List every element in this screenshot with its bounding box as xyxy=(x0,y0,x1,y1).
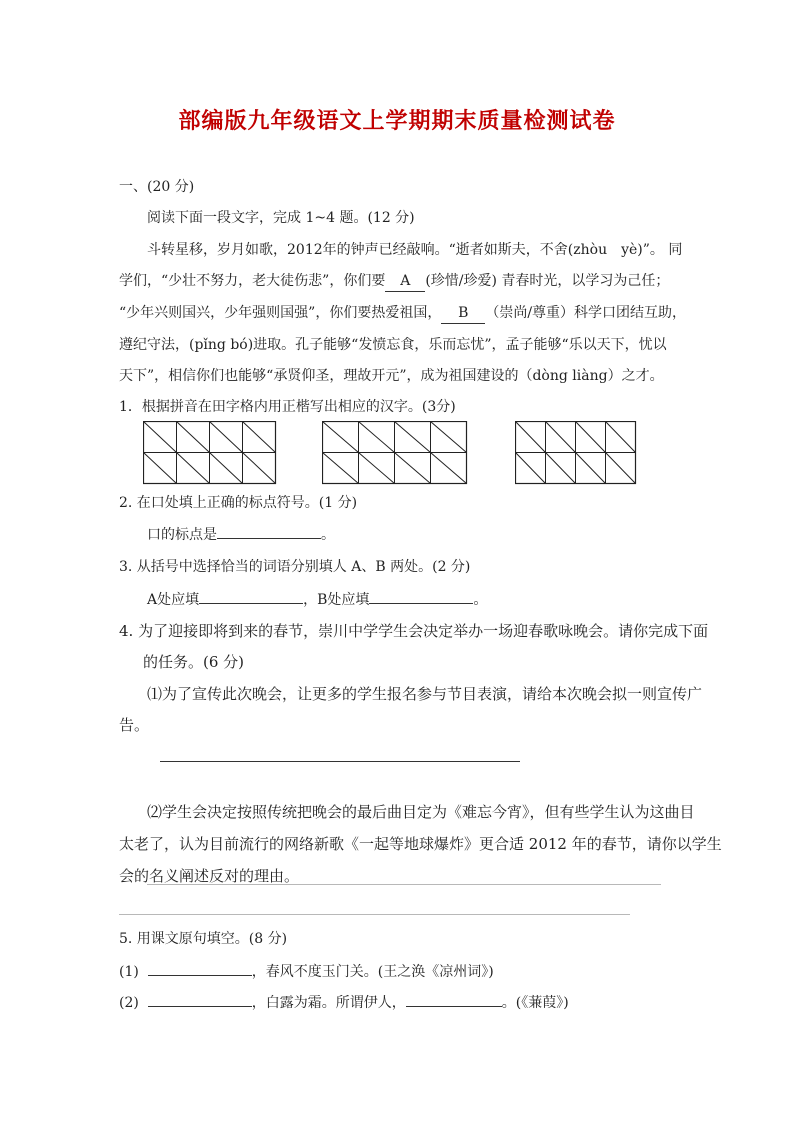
grid-diagonal xyxy=(210,453,243,484)
question-2-answer xyxy=(147,524,335,545)
grid-diagonal xyxy=(576,422,606,453)
grid-diagonal xyxy=(177,453,210,484)
passage-line-3 xyxy=(119,303,686,324)
question-4-line-1: 4. 为了迎接即将到来的春节，崇川中学学生会决定举办一场迎春歌咏晚会。请你完成下面 xyxy=(119,622,709,640)
question-4-sub1-line-1: ⑴为了宣传此次晚会，让更多的学生报名参与节目表演，请给本次晚会拟一则宣传广 xyxy=(147,685,703,703)
grid-diagonal xyxy=(323,422,359,453)
grid-diagonal xyxy=(144,422,177,453)
section-heading: 一、(20 分) xyxy=(119,179,195,195)
grid-diagonal xyxy=(177,422,210,453)
grid-diagonal xyxy=(323,453,359,484)
grid-diagonal xyxy=(431,422,467,453)
question-4-sub2-line-3: 会的名义阐述反对的理由。 xyxy=(119,867,300,885)
grid-diagonal xyxy=(395,453,431,484)
answer-a-blank[interactable] xyxy=(199,589,303,604)
grid-diagonal xyxy=(576,453,606,484)
grid-diagonal xyxy=(516,422,546,453)
grid-diagonal xyxy=(546,422,576,453)
question-2: 2. 在口处填上正确的标点符号。(1 分) xyxy=(119,495,358,511)
page-title: 部编版九年级语文上学期期末质量检测试卷 xyxy=(178,109,616,134)
question-3-answer xyxy=(147,589,487,610)
grid-diagonal xyxy=(243,453,276,484)
question-5-item-2 xyxy=(119,992,569,1013)
grid-diagonal xyxy=(359,453,395,484)
grid-diagonal xyxy=(359,422,395,453)
question-4-sub2-line-2: 太老了，认为目前流行的网络新歌《一起等地球爆炸》更合适 2012 年的春节，请你以学生 xyxy=(119,835,722,853)
grid-diagonal xyxy=(395,422,431,453)
grid-diagonal xyxy=(516,453,546,484)
poem-blank-2[interactable] xyxy=(148,992,252,1007)
poem-blank-3[interactable] xyxy=(406,992,502,1007)
writing-grid-1[interactable] xyxy=(143,421,277,485)
question-4-line-2: 的任务。(6 分) xyxy=(143,653,245,671)
passage-text: “少年兴则国兴，少年强则国强”，你们要热爱祖国， xyxy=(119,305,442,321)
question-4-sub1-line-2: 告。 xyxy=(119,716,150,734)
blank-b: B xyxy=(441,303,485,324)
blank-a: A xyxy=(385,271,425,292)
reason-answer-line-1[interactable] xyxy=(147,884,661,885)
passage-text: (珍惜/珍爱) 青春时光，以学习为己任； xyxy=(425,273,670,289)
answer-end: 。 xyxy=(473,592,488,608)
answer-end: 。 xyxy=(321,527,335,543)
poem-text: ，白露为霜。所谓伊人， xyxy=(251,995,406,1011)
grid-diagonal xyxy=(606,422,636,453)
reason-answer-line-2[interactable] xyxy=(119,914,630,915)
punctuation-blank[interactable] xyxy=(217,524,321,539)
passage-line-1: 斗转星移，岁月如歌，2012年的钟声已经敲响。“逝者如斯夫，不舍(zhòu yè)”。 同 xyxy=(147,242,683,258)
passage-text: 学们，“少壮不努力，老大徒伤悲”，你们要 xyxy=(119,273,386,289)
grid-diagonal xyxy=(606,453,636,484)
passage-line-2 xyxy=(119,271,669,292)
grid-diagonal xyxy=(210,422,243,453)
question-3: 3. 从括号中选择恰当的词语分别填人 A、B 两处。(2 分) xyxy=(119,559,471,575)
grid-diagonal xyxy=(431,453,467,484)
writing-grid-3[interactable] xyxy=(515,421,637,485)
poem-blank-1[interactable] xyxy=(148,961,252,976)
writing-grid-2[interactable] xyxy=(322,421,468,485)
answer-label: ，B处应填 xyxy=(303,592,370,608)
passage-text: （崇尚/尊重）科学口团结互助， xyxy=(485,305,687,321)
grid-diagonal xyxy=(144,453,177,484)
grid-diagonal xyxy=(243,422,276,453)
answer-label: 口的标点是 xyxy=(147,527,217,543)
poem-source: 。(《蒹葭》) xyxy=(501,995,569,1011)
answer-label: A处应填 xyxy=(147,592,200,608)
question-5-item-1 xyxy=(119,961,494,982)
poem-text: ，春风不度玉门关。(王之涣《凉州词》) xyxy=(251,964,494,980)
item-number: (2) xyxy=(119,995,139,1011)
grid-diagonal xyxy=(546,453,576,484)
item-number: (1) xyxy=(119,964,139,980)
passage-line-5: 天下”，相信你们也能够“承贤仰圣，理故开元”，成为祖国建设的（dòng liàng）之才。 xyxy=(119,368,664,384)
ad-answer-line[interactable] xyxy=(160,761,520,762)
question-1: 1．根据拼音在田字格内用正楷写出相应的汉字。(3分) xyxy=(119,399,456,415)
passage-line-4: 遵纪守法，(pǐng bó)进取。孔子能够“发愤忘食，乐而忘忧”，孟子能够“乐以天下，忧以 xyxy=(119,337,667,353)
question-5: 5. 用课文原句填空。(8 分) xyxy=(119,931,288,947)
question-4-sub2-line-1: ⑵学生会决定按照传统把晚会的最后曲目定为《难忘今宵》，但有些学生认为这曲目 xyxy=(147,803,695,821)
reading-intro: 阅读下面一段文字，完成 1~4 题。(12 分) xyxy=(147,210,415,226)
answer-b-blank[interactable] xyxy=(369,589,473,604)
